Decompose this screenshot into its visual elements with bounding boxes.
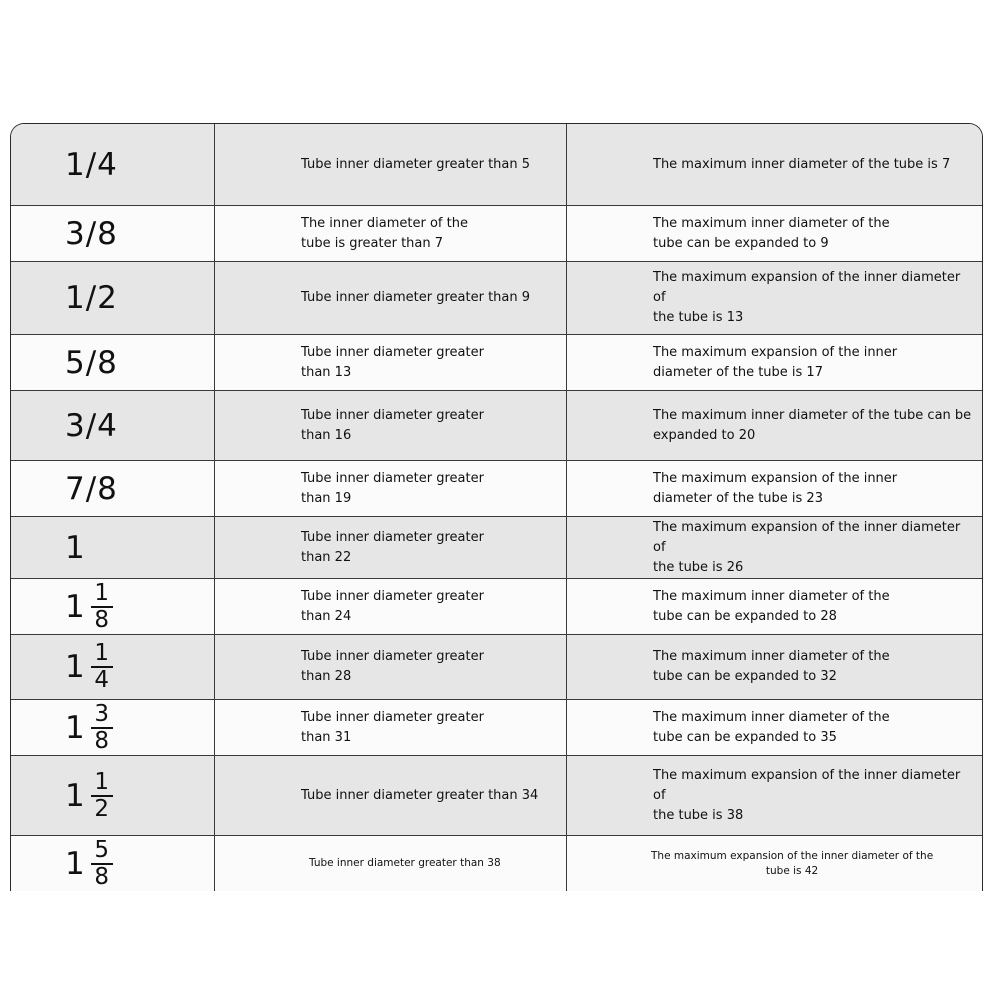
max-diameter-text: The maximum expansion of the inner diameter of the tube is 26 — [653, 519, 961, 575]
max-diameter-cell — [567, 836, 982, 891]
max-diameter-cell — [567, 461, 982, 516]
size-denominator: 8 — [94, 727, 110, 754]
min-diameter-text: Tube inner diameter greater than 13 — [301, 344, 484, 380]
max-diameter-text: The maximum expansion of the inner diameter of the tube is 13 — [653, 270, 961, 325]
size-cell — [11, 391, 215, 460]
min-diameter-text: Tube inner diameter greater than 19 — [301, 470, 484, 506]
table-row — [11, 517, 982, 579]
table-row — [11, 836, 982, 891]
size-cell — [11, 124, 215, 205]
min-diameter-cell — [215, 262, 567, 334]
min-diameter-text: Tube inner diameter greater than 9 — [301, 290, 531, 305]
min-diameter-cell — [215, 206, 567, 261]
size-whole: 1 — [65, 777, 85, 814]
max-diameter-cell — [567, 335, 982, 390]
size-cell — [11, 836, 215, 891]
table-row — [11, 124, 982, 206]
size-label: 5/8 — [65, 344, 118, 381]
size-label: 3/4 — [65, 407, 118, 444]
size-denominator: 8 — [94, 606, 110, 633]
size-cell — [11, 700, 215, 755]
table-row — [11, 335, 982, 391]
size-cell — [11, 517, 215, 578]
mixed-fraction — [65, 836, 113, 890]
max-diameter-text: The maximum inner diameter of the tube can be expanded to 32 — [653, 649, 890, 684]
min-diameter-text: Tube inner diameter greater than 34 — [301, 787, 539, 803]
max-diameter-text: The maximum expansion of the inner diameter of the tube is 17 — [653, 344, 898, 380]
max-diameter-text: The maximum inner diameter of the tube is 7 — [653, 156, 951, 172]
max-diameter-text: The maximum inner diameter of the tube can be expanded to 9 — [653, 215, 890, 251]
mixed-fraction — [65, 700, 113, 754]
size-whole: 1 — [65, 845, 85, 882]
table-row — [11, 262, 982, 335]
table-row — [11, 756, 982, 836]
min-diameter-text: Tube inner diameter greater than 28 — [301, 649, 484, 684]
size-numerator: 1 — [94, 579, 110, 606]
min-diameter-cell — [215, 391, 567, 460]
min-diameter-cell — [215, 517, 567, 578]
table-row — [11, 206, 982, 262]
max-diameter-text: The maximum expansion of the inner diameter of the tube is 42 — [651, 849, 934, 877]
min-diameter-cell — [215, 579, 567, 634]
min-diameter-cell — [215, 335, 567, 390]
max-diameter-cell — [567, 124, 982, 205]
max-diameter-cell — [567, 262, 982, 334]
min-diameter-text: Tube inner diameter greater than 24 — [301, 588, 484, 624]
size-fraction — [91, 700, 113, 754]
size-fraction — [91, 768, 113, 822]
max-diameter-cell — [567, 756, 982, 835]
size-table — [10, 123, 983, 891]
max-diameter-text: The maximum inner diameter of the tube can be expanded to 20 — [653, 407, 972, 443]
size-whole: 1 — [65, 709, 85, 746]
max-diameter-cell — [567, 206, 982, 261]
max-diameter-text: The maximum expansion of the inner diameter of the tube is 23 — [653, 470, 898, 506]
size-denominator: 4 — [94, 667, 110, 693]
size-cell — [11, 262, 215, 334]
size-label: 1/2 — [65, 280, 118, 316]
mixed-fraction — [65, 768, 113, 822]
size-label: 3/8 — [65, 215, 118, 252]
min-diameter-text: The inner diameter of the tube is greater than 7 — [301, 215, 468, 251]
size-label: 1 — [65, 529, 86, 566]
min-diameter-cell — [215, 700, 567, 755]
min-diameter-text: Tube inner diameter greater than 38 — [309, 857, 501, 869]
size-numerator: 5 — [94, 836, 110, 863]
size-cell — [11, 206, 215, 261]
size-denominator: 8 — [94, 863, 110, 890]
size-label: 1/4 — [65, 146, 118, 183]
size-fraction — [91, 579, 113, 633]
min-diameter-text: Tube inner diameter greater than 31 — [301, 709, 484, 745]
min-diameter-text: Tube inner diameter greater than 16 — [301, 407, 484, 443]
size-label: 7/8 — [65, 470, 118, 507]
size-cell — [11, 579, 215, 634]
size-cell — [11, 756, 215, 835]
max-diameter-cell — [567, 700, 982, 755]
size-whole: 1 — [65, 588, 85, 625]
max-diameter-text: The maximum expansion of the inner diameter of the tube is 38 — [653, 767, 961, 823]
max-diameter-cell — [567, 391, 982, 460]
mixed-fraction — [65, 579, 113, 633]
min-diameter-cell — [215, 124, 567, 205]
size-fraction — [91, 836, 113, 890]
max-diameter-text: The maximum inner diameter of the tube can be expanded to 35 — [653, 709, 890, 745]
size-cell — [11, 461, 215, 516]
max-diameter-cell — [567, 635, 982, 699]
mixed-fraction — [65, 642, 113, 692]
table-row — [11, 391, 982, 461]
size-denominator: 2 — [94, 795, 110, 822]
min-diameter-text: Tube inner diameter greater than 5 — [301, 156, 531, 172]
max-diameter-text: The maximum inner diameter of the tube can be expanded to 28 — [653, 588, 890, 624]
size-cell — [11, 635, 215, 699]
size-numerator: 1 — [94, 768, 110, 795]
size-whole: 1 — [65, 649, 85, 685]
min-diameter-text: Tube inner diameter greater than 22 — [301, 529, 484, 565]
min-diameter-cell — [215, 756, 567, 835]
max-diameter-cell — [567, 517, 982, 578]
min-diameter-cell — [215, 461, 567, 516]
size-cell — [11, 335, 215, 390]
size-numerator: 3 — [94, 700, 110, 727]
table-row — [11, 700, 982, 756]
size-numerator: 1 — [94, 640, 110, 666]
size-fraction — [91, 642, 113, 692]
table-row — [11, 635, 982, 700]
min-diameter-cell — [215, 836, 567, 891]
table-row — [11, 461, 982, 517]
min-diameter-cell — [215, 635, 567, 699]
max-diameter-cell — [567, 579, 982, 634]
table-row — [11, 579, 982, 635]
